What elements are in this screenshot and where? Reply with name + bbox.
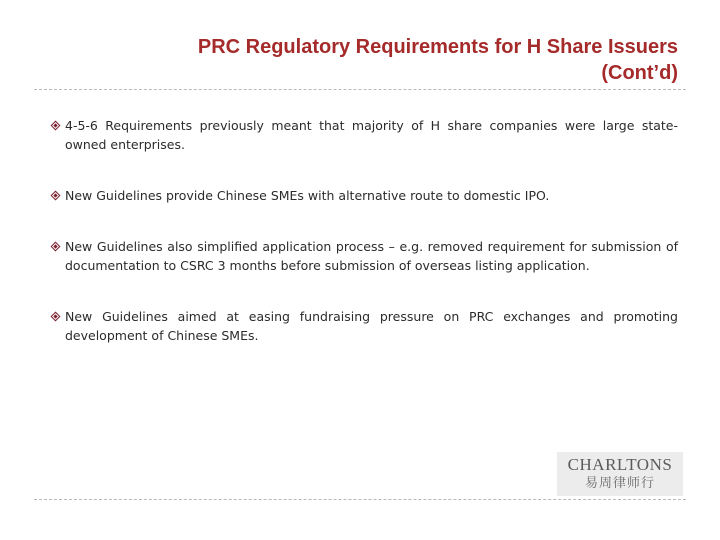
diamond-bullet-icon [51, 312, 61, 322]
diamond-bullet-icon [51, 121, 61, 131]
bullet-text: 4-5-6 Requirements previously meant that majority of H share companies were large state-owned enterprises. [65, 118, 678, 152]
bullet-item [54, 307, 678, 345]
title-line-2: (Cont’d) [601, 62, 678, 84]
diamond-bullet-icon [51, 191, 61, 201]
bullet-item [54, 186, 678, 205]
bullet-text: New Guidelines aimed at easing fundraising pressure on PRC exchanges and promoting development of Chinese SMEs. [65, 309, 678, 343]
bullet-text: New Guidelines provide Chinese SMEs with alternative route to domestic IPO. [65, 188, 550, 203]
bullet-item [54, 237, 678, 275]
title-line-1: PRC Regulatory Requirements for H Share Issuers [197, 36, 678, 58]
bullet-item [54, 116, 678, 154]
charltons-logo [557, 452, 683, 496]
bullet-text: New Guidelines also simplified application process – e.g. removed requirement for submission of documentation to CSRC 3 months before submission of overseas listing application. [65, 239, 678, 273]
bottom-divider [34, 499, 686, 500]
logo-name-en: CHARLTONS [567, 455, 673, 474]
slide-title [40, 34, 678, 86]
top-divider [34, 89, 686, 90]
logo-name-cn: 易周律师行 [584, 476, 655, 491]
bullet-list [54, 116, 678, 345]
diamond-bullet-icon [51, 242, 61, 252]
